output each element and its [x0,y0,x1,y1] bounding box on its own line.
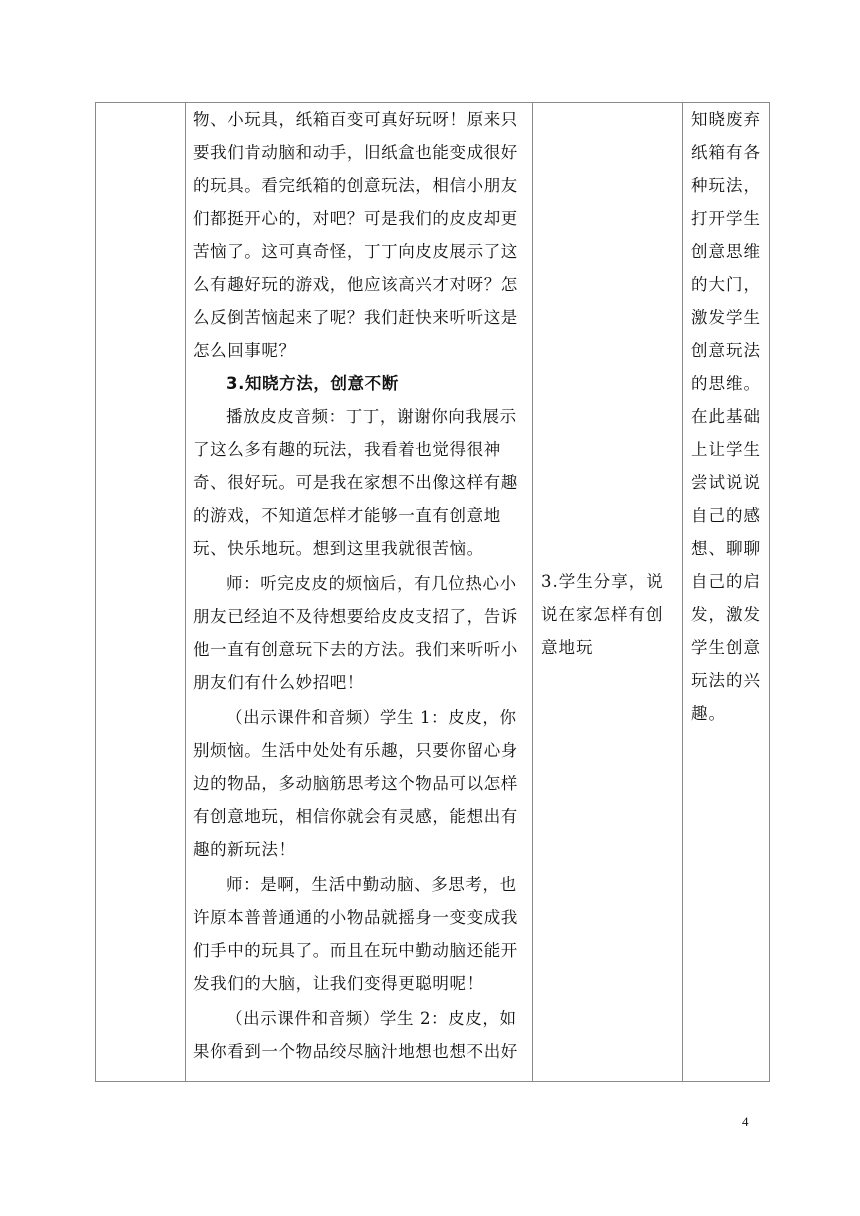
student-activity-column [533,103,683,1081]
stage-column [96,103,185,1081]
design-intent-column [683,103,771,1081]
paragraph: 物、小玩具，纸箱百变可真好玩呀！原来只要我们肯动脑和动手，旧纸盒也能变成很好的玩具。看完纸箱的创意玩法，相信小朋友们都挺开心的，对吧？可是我们的皮皮却更苦恼了。这可真奇怪，丁丁向皮皮展示了这么有趣好玩的游戏，他应该高兴才对呀？怎么反倒苦恼起来了呢？我们赶快来听听这是怎么回事呢？ [193,110,518,360]
paragraph: 播放皮皮音频：丁丁，谢谢你向我展示了这么多有趣的玩法，我看着也觉得很神奇、很好玩。可是我在家想不出像这样有趣的游戏，不知道怎样才能够一直有创意地玩、快乐地玩。想到这里我就很苦恼。 [193,407,518,558]
section-heading: 3.知晓方法，创意不断 [226,374,399,393]
paragraph: （出示课件和音频）学生 1：皮皮，你别烦恼。生活中处处有乐趣，只要你留心身边的物品，多动脑筋思考这个物品可以怎样有创意地玩，相信你就会有灵感，能想出有趣的新玩法！ [193,708,518,859]
paragraph: （出示课件和音频）学生 2：皮皮，如果你看到一个物品绞尽脑汁地想也想不出好 [193,1009,518,1061]
page-number: 4 [742,1114,749,1129]
lesson-table [95,102,770,1082]
teaching-process-column [186,103,533,1081]
student-activity-text: 3.学生分享，说说在家怎样有创意地玩 [541,572,664,657]
paragraph: 师：听完皮皮的烦恼后，有几位热心小朋友已经迫不及待想要给皮皮支招了，告诉他一直有创意玩下去的方法。我们来听听小朋友们有什么妙招吧！ [193,574,518,692]
design-intent-text: 知晓废弃纸箱有各种玩法，打开学生创意思维的大门，激发学生创意玩法的思维。在此基础上让学生尝试说说自己的感想、聊聊自己的启发，激发学生创意玩法的兴趣。 [691,110,761,723]
paragraph: 师：是啊，生活中勤动脑、多思考，也许原本普普通通的小物品就摇身一变变成我们手中的玩具了。而且在玩中勤动脑还能开发我们的大脑，让我们变得更聪明呢！ [193,875,518,993]
